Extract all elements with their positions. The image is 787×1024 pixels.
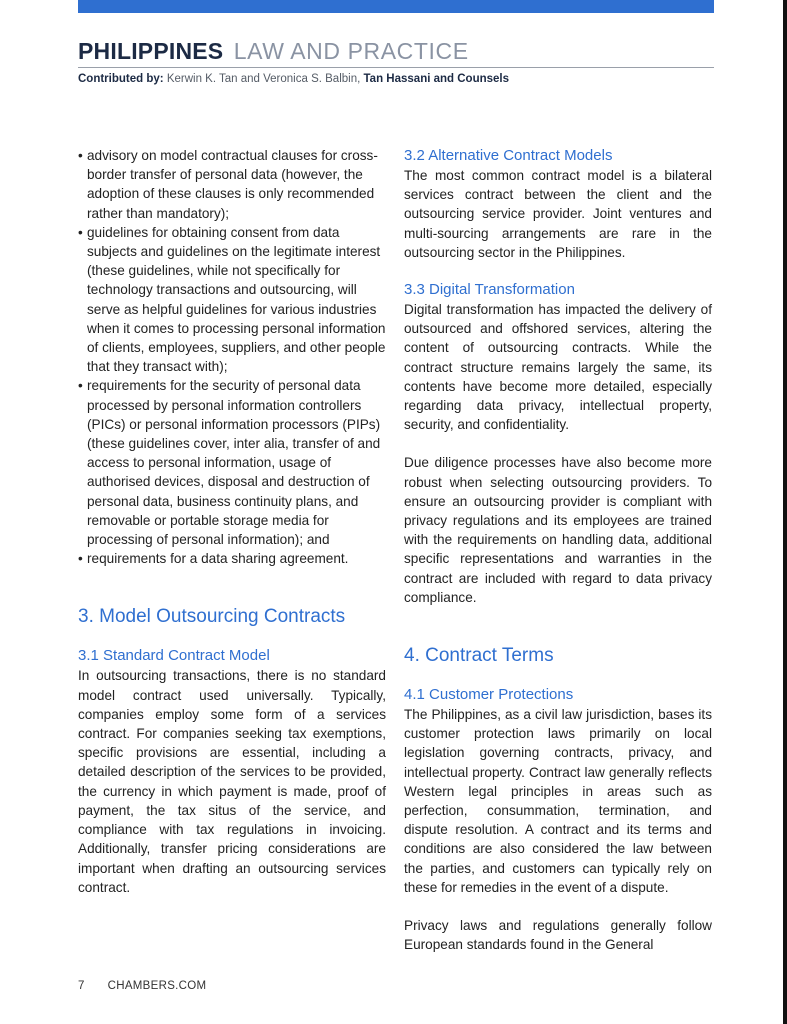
section-4-1-paragraph-2: Privacy laws and regulations generally follow European standards found in the General <box>404 918 712 953</box>
list-item: • requirements for the security of personal data processed by personal information controllers (PICs) or personal information processors (PIPs) (these guidelines cover, inter alia, transfer of and access to personal information, usage of authorised devices, disposal and destruction of personal data, business continuity plans, and removable or portable storage media for processing of personal information); and <box>78 376 386 549</box>
bullet-list <box>78 146 386 568</box>
section-3-2-heading: 3.2 Alternative Contract Models <box>404 147 613 164</box>
page-title <box>78 38 469 64</box>
title-subtitle: LAW AND PRACTICE <box>233 38 469 64</box>
section-3-1-heading: 3.1 Standard Contract Model <box>78 647 270 665</box>
section-4-1-heading: 4.1 Customer Protections <box>404 686 574 704</box>
section-3-3-paragraph-1: Digital transformation has impacted the delivery of outsourced and offshored services, altering the content of outsourcing contracts. While the contract structure remains largely the same, its contents have become more detailed, especially regarding data privacy, intellectual property, security, and confidentiality. <box>404 302 712 433</box>
header-divider <box>78 67 714 68</box>
section-4-1-paragraph-1: The Philippines, as a civil law jurisdiction, bases its customer protection laws primarily on local legislation governing contracts, privacy, and intellectual property. Contract law generally reflects Western legal principles in areas such as perfection, consummation, termination, and dispute resolution. A contract and its terms and conditions are also considered the law between the parties, and customers can typically rely on these for remedies in the event of a dispute. <box>404 707 712 895</box>
contributed-label: Contributed by: <box>78 73 164 85</box>
list-item: • requirements for a data sharing agreement. <box>78 549 386 568</box>
section-3-2-body: The most common contract model is a bilateral services contract between the client and the outsourcing service provider. Joint ventures and multi-sourcing arrangements are rare in the outsourcing sector in the Philippines. <box>404 168 712 260</box>
contributor-names: Kerwin K. Tan and Veronica S. Balbin, <box>166 73 361 85</box>
contributors-line <box>78 72 509 86</box>
section-3-3-heading: 3.3 Digital Transformation <box>404 281 575 299</box>
firm-name: Tan Hassani and Counsels <box>363 73 510 85</box>
header-accent-bar <box>78 0 714 13</box>
footer-site: CHAMBERS.COM <box>107 980 207 992</box>
page-number: 7 <box>78 980 85 992</box>
list-item: • guidelines for obtaining consent from data subjects and guidelines on the legitimate interest (these guidelines, while not specifically for technology transactions and outsourcing, will serve as helpful guidelines for various industries when it comes to processing personal information of clients, employees, suppliers, and other people that they transact with); <box>78 223 386 377</box>
section-3-heading: 3. Model Outsourcing Contracts <box>78 606 346 628</box>
section-3-1-body: In outsourcing transactions, there is no standard model contract used universally. Typically, companies employ some form of a services contract. For companies seeking tax exemptions, specific provisions are essential, including a detailed description of the services to be provided, the currency in which payment is made, proof of payment, the tax situs of the service, and compliance with tax regulations in invoicing. Additionally, transfer pricing considerations are important when drafting an outsourcing services contract. <box>78 668 386 895</box>
section-3-3-paragraph-2: Due diligence processes have also become more robust when selecting outsourcing providers. To ensure an outsourcing provider is compliant with privacy regulations and its employees are trained with the requirements on handling data, additional specific representations and warranties in the contract are included with regard to data privacy compliance. <box>404 455 712 605</box>
title-country: PHILIPPINES <box>78 38 224 64</box>
left-column <box>78 146 386 897</box>
right-column <box>404 146 712 955</box>
page-footer <box>78 980 206 992</box>
list-item: • advisory on model contractual clauses for cross-border transfer of personal data (however, the adoption of these clauses is only recommended rather than mandatory); <box>78 146 386 223</box>
page-edge-shadow <box>783 0 787 1024</box>
section-4-heading: 4. Contract Terms <box>404 645 554 667</box>
